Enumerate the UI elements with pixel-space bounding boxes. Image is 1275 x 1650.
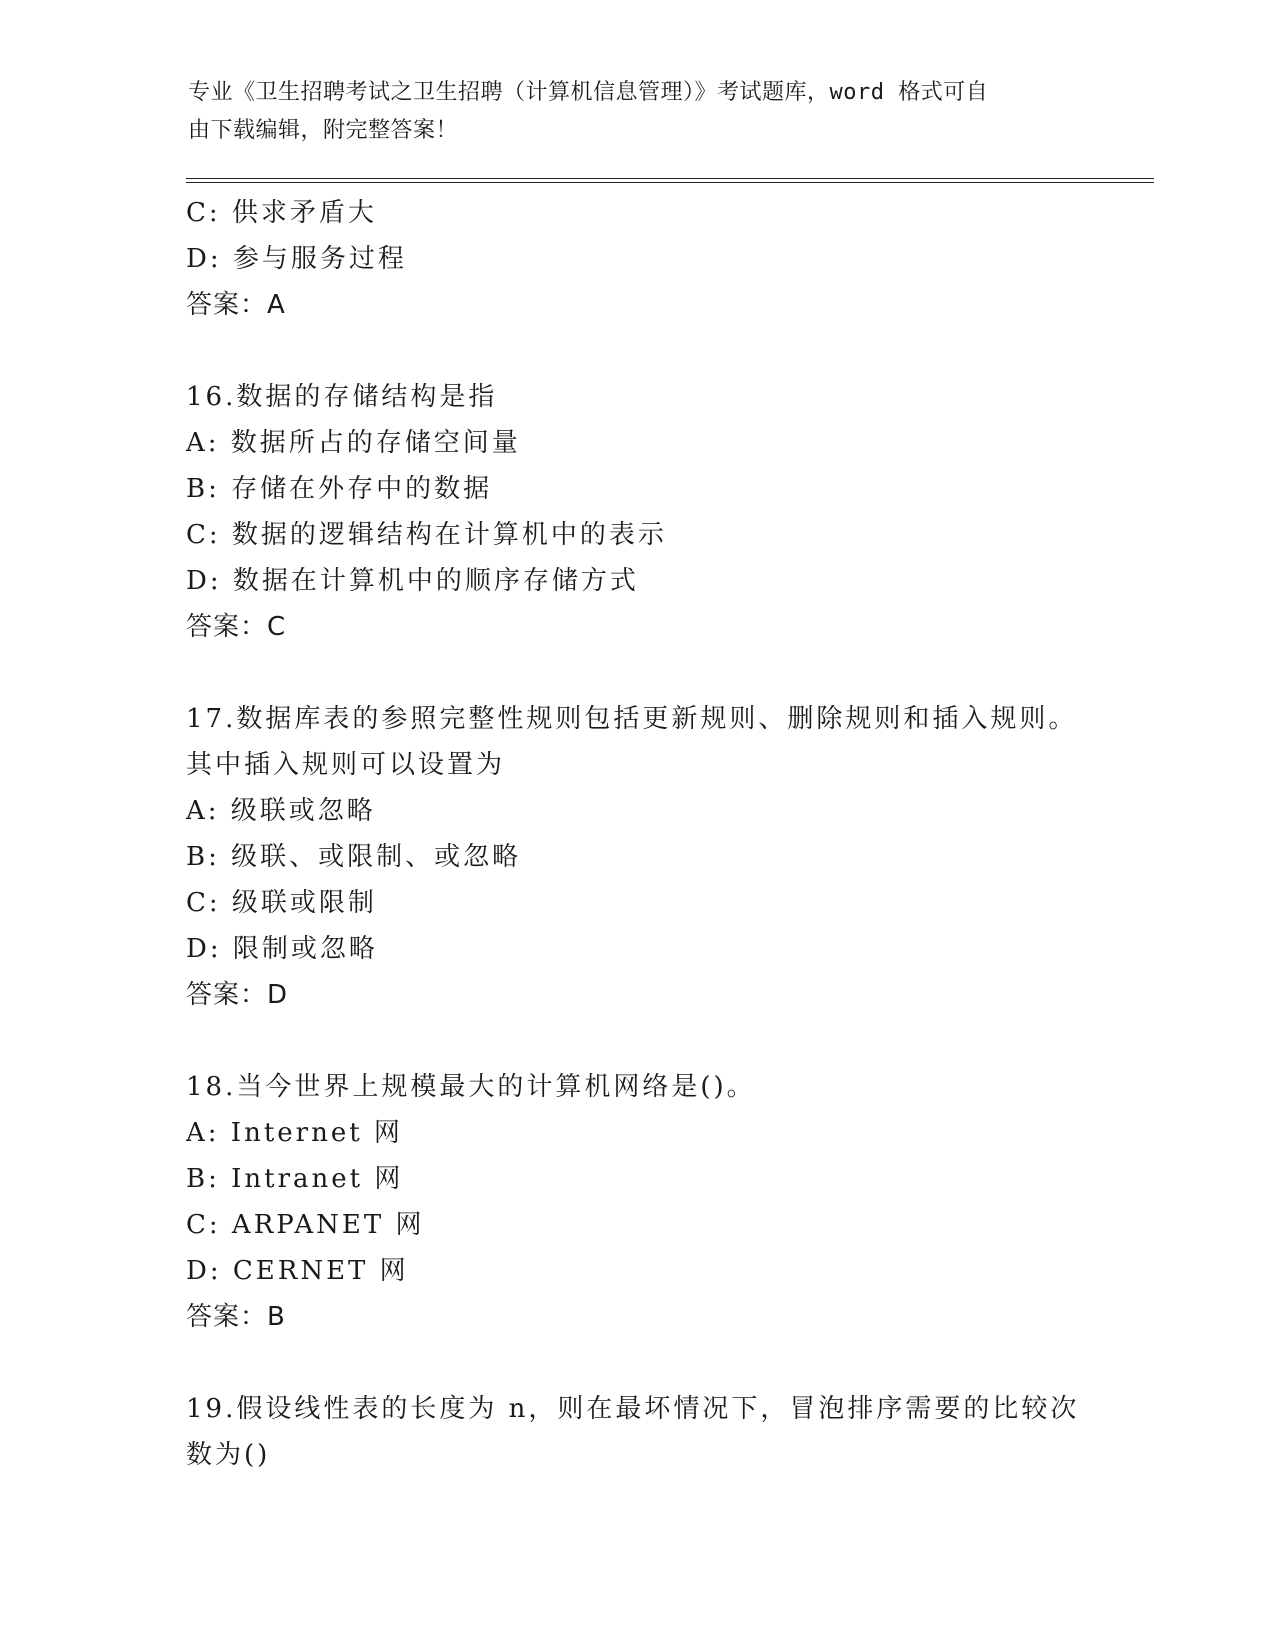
question-text: 18.当今世界上规模最大的计算机网络是()。 xyxy=(186,1072,756,1102)
option-a: A: 数据所占的存储空间量 xyxy=(186,428,521,458)
spacer xyxy=(186,1340,1086,1386)
option-b: B: 存储在外存中的数据 xyxy=(186,474,493,504)
spacer xyxy=(186,650,1086,696)
answer: 答案：A xyxy=(186,290,286,320)
question-17 xyxy=(186,696,1086,1018)
option-d: D: 参与服务过程 xyxy=(186,244,407,274)
option-a: A: 级联或忽略 xyxy=(186,796,376,826)
spacer xyxy=(186,328,1086,374)
answer: 答案：B xyxy=(186,1302,286,1332)
option-c: C: ARPANET 网 xyxy=(186,1210,425,1240)
option-c: C: 供求矛盾大 xyxy=(186,198,377,228)
header-line-1: 专业《卫生招聘考试之卫生招聘（计算机信息管理）》考试题库，word 格式可自 xyxy=(188,80,989,105)
question-15-tail xyxy=(186,190,1086,328)
option-d: D: 数据在计算机中的顺序存储方式 xyxy=(186,566,639,596)
option-d: D: CERNET 网 xyxy=(186,1256,409,1286)
option-d: D: 限制或忽略 xyxy=(186,934,378,964)
header-line-2: 由下载编辑，附完整答案！ xyxy=(188,118,459,143)
header-divider xyxy=(186,178,1154,183)
spacer xyxy=(186,1018,1086,1064)
option-c: C: 数据的逻辑结构在计算机中的表示 xyxy=(186,520,667,550)
question-19 xyxy=(186,1386,1086,1478)
question-16 xyxy=(186,374,1086,650)
question-list xyxy=(186,190,1086,1478)
question-18 xyxy=(186,1064,1086,1340)
question-text-line-1: 19.假设线性表的长度为 n，则在最坏情况下，冒泡排序需要的比较次 xyxy=(186,1394,1080,1424)
question-text-line-2: 数为() xyxy=(186,1440,271,1470)
option-c: C: 级联或限制 xyxy=(186,888,377,918)
question-text: 16.数据的存储结构是指 xyxy=(186,382,498,412)
document-header xyxy=(188,74,1068,150)
answer: 答案：C xyxy=(186,612,287,642)
question-text-line-2: 其中插入规则可以设置为 xyxy=(186,750,506,780)
option-b: B: 级联、或限制、或忽略 xyxy=(186,842,522,872)
option-a: A: Internet 网 xyxy=(186,1118,403,1148)
answer: 答案：D xyxy=(186,980,289,1010)
question-text-line-1: 17.数据库表的参照完整性规则包括更新规则、删除规则和插入规则。 xyxy=(186,704,1078,734)
option-b: B: Intranet 网 xyxy=(186,1164,404,1194)
